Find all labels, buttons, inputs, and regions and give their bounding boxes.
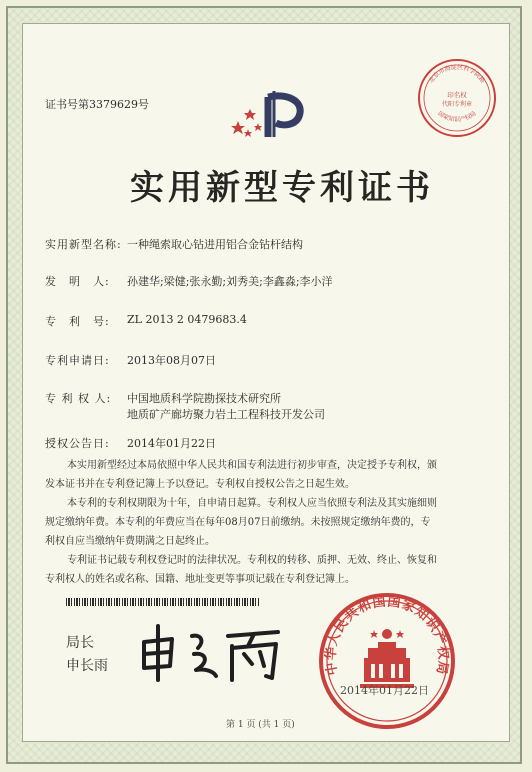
body-line: 专利权人的姓名或名称、国籍、地址变更等事项记载在专利登记簿上。 [45,574,355,585]
body-line: 专利证书记载专利权登记时的法律状况。专利权的转移、质押、无效、终止、恢复和 [67,555,437,566]
patentee-value-1: 中国地质科学院勘探技术研究所 [127,392,281,405]
filing-date-value: 2013年08月07日 [127,354,216,367]
sipo-logo-emblem [228,83,310,145]
patentee-value-2: 地质矿产廊坊聚力岩土工程科技开发公司 [127,408,325,421]
inventor-label: 发 明 人: [45,275,110,288]
official-seal [316,590,458,732]
grant-date-label: 授权公告日: [45,437,110,450]
patent-number-label: 专 利 号: [45,315,110,328]
seal-arc-text: 中华人民共和国国家知识产权局 [323,594,451,677]
body-line: 发本证书并在专利登记簿上予以登记。专利权自授权公告之日起生效。 [45,479,355,490]
barcode [66,598,260,606]
director-name: 申长雨 [66,658,108,674]
filing-date-label: 专利申请日: [45,354,110,367]
director-title: 局长 [66,635,94,651]
certificate-number: 证书号第3379629号 [45,98,149,111]
top-right-seal [412,53,502,143]
grant-date-value: 2014年01月22日 [127,437,216,450]
body-line: 利权自应当缴纳年费期满之日起终止。 [45,536,215,547]
name-value: 一种绳索取心钻进用铝合金钻杆结构 [127,238,303,251]
body-line: 规定缴纳年费。本专利的年费应当在每年08月07日前缴纳。未按照规定缴纳年费的，专 [45,517,431,528]
top-stamp-mid-2: 代阳专利章 [441,101,473,108]
patent-number-value: ZL 2013 2 0479683.4 [127,313,247,326]
certificate-title: 实用新型专利证书 [130,168,434,208]
body-line: 本专利的专利权期限为十年，自申请日起算。专利权人应当依照专利法及其实施细则 [67,498,437,509]
top-stamp-arc-text: 北京市海淀区科学院路 [427,63,487,85]
director-signature [136,622,286,684]
seal-date: 2014年01月22日 [340,684,429,697]
page-number: 第 1 页 (共 1 页) [226,720,295,730]
patentee-label: 专 利 权 人: [45,392,112,405]
inventor-value: 孙建华;梁健;张永勤;刘秀美;李鑫淼;李小洋 [127,275,333,288]
name-label: 实用新型名称: [45,238,122,251]
top-stamp-bottom: 国家知识产权局 [436,110,478,124]
svg-text:国家知识产权局 [436,109,477,123]
body-line: 本实用新型经过本局依照中华人民共和国专利法进行初步审查，决定授予专利权，颁 [67,460,437,471]
top-stamp-mid-1: 印名权 [447,91,467,99]
